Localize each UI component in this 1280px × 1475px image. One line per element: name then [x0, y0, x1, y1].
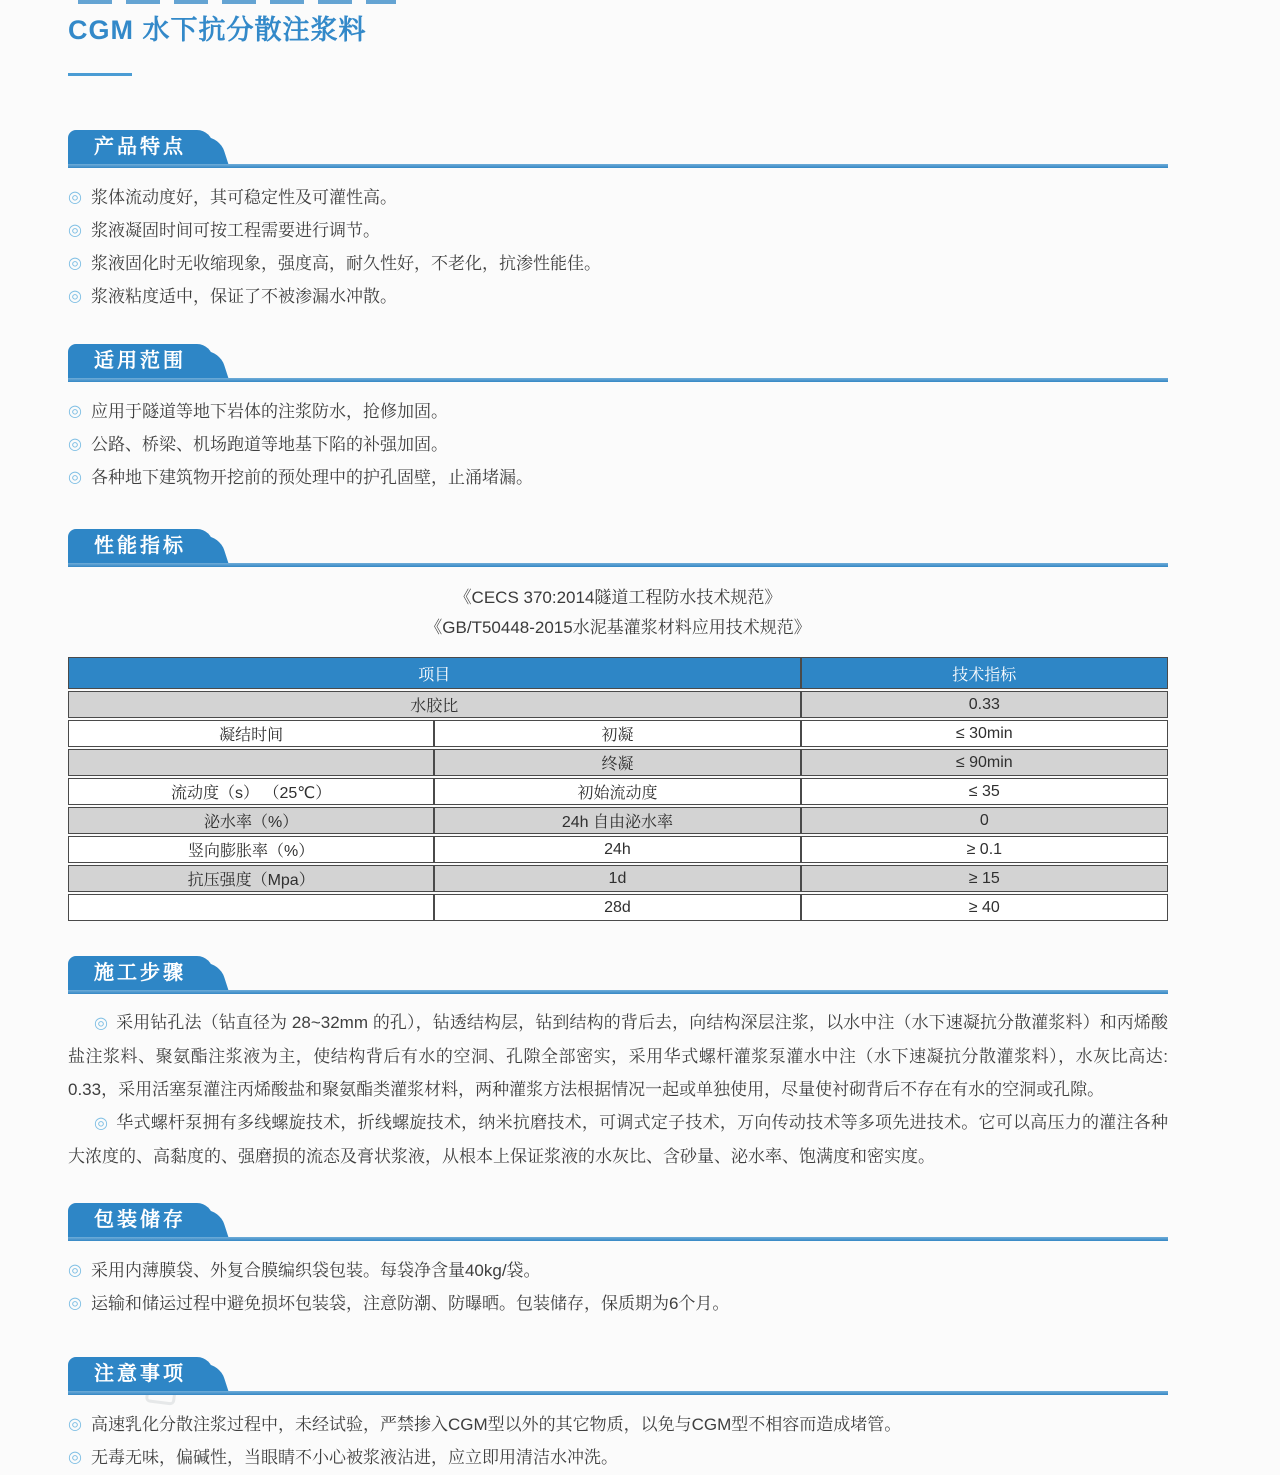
table-cell: 抗压强度（Mpa）: [68, 865, 434, 892]
table-cell: [68, 894, 434, 921]
list-item: [68, 1409, 1168, 1442]
list-item-text: 浆液粘度适中，保证了不被渗漏水冲散。: [90, 287, 397, 306]
table-cell: ≥ 40: [801, 894, 1168, 921]
list-item: [68, 1442, 1168, 1475]
section-features: [68, 130, 1168, 314]
section-construction: [68, 956, 1168, 1173]
title-underline: [68, 73, 132, 76]
document-page: [68, 0, 1168, 1475]
list-item-text: 浆液凝固时间可按工程需要进行调节。: [90, 221, 380, 240]
spec-table: [68, 655, 1168, 923]
ring-bullet-icon: ◎: [68, 1449, 82, 1466]
section-heading: 性能指标: [94, 535, 186, 557]
list-item: [68, 248, 1168, 281]
section-tab-features: [68, 130, 213, 164]
list-item-text: 各种地下建筑物开挖前的预处理中的护孔固壁，止涌堵漏。: [90, 468, 533, 487]
table-row: [68, 749, 1168, 776]
table-cell: 24h 自由泌水率: [434, 807, 800, 834]
table-cell: ≤ 90min: [801, 749, 1168, 776]
section-rule: [68, 1237, 1168, 1241]
list-item-text: 无毒无味，偏碱性，当眼睛不小心被浆液沾进，应立即用清洁水冲洗。: [90, 1448, 618, 1467]
section-notes: [68, 1357, 1168, 1475]
table-cell: 终凝: [434, 749, 800, 776]
section-tab-scope: [68, 344, 213, 378]
table-cell: ≤ 35: [801, 778, 1168, 805]
section-performance: [68, 529, 1168, 923]
table-row: [68, 807, 1168, 834]
list-item: [68, 1255, 1168, 1288]
list-item-text: 公路、桥梁、机场跑道等地基下陷的补强加固。: [90, 435, 448, 454]
section-rule: [68, 164, 1168, 168]
ring-bullet-icon: ◎: [68, 288, 82, 305]
standard-line: 《CECS 370:2014隧道工程防水技术规范》: [454, 588, 782, 607]
section-heading: 包装储存: [94, 1209, 186, 1231]
table-row: [68, 865, 1168, 892]
table-header-row: [68, 657, 1168, 689]
scope-list: [68, 396, 1168, 495]
list-item: [68, 429, 1168, 462]
table-cell: 0.33: [801, 691, 1168, 718]
ring-bullet-icon: ◎: [68, 403, 82, 420]
ring-bullet-icon: ◎: [94, 1015, 109, 1032]
section-tab-performance: [68, 529, 213, 563]
table-row: [68, 894, 1168, 921]
table-cell: [68, 749, 434, 776]
table-row: [68, 836, 1168, 863]
packaging-list: [68, 1255, 1168, 1321]
list-item-text: 运输和储运过程中避免损坏包装袋，注意防潮、防曝晒。包装储存，保质期为6个月。: [90, 1294, 730, 1313]
table-cell: 凝结时间: [68, 720, 434, 747]
section-heading: 产品特点: [94, 136, 186, 158]
paragraph: [68, 1106, 1168, 1173]
construction-paragraphs: [68, 1006, 1168, 1173]
paragraph-text: 采用钻孔法（钻直径为 28~32mm 的孔），钻透结构层，钻到结构的背后去，向结构深层注浆，以水中注（水下速凝抗分散灌浆料）和丙烯酸盐注浆料、聚氨酯注浆液为主，使结构背后有水的空洞、孔隙全部密实，采用华式螺杆灌浆泵灌水中注（水下速凝抗分散灌浆料），水灰比高达: 0.33，采用活塞泵灌注丙烯酸盐和聚氨酯类灌浆材料，两种灌浆方法根据情况一起或单独使用，尽量使衬砌背后不存在有水的空洞或孔隙。: [68, 1013, 1169, 1099]
table-cell: 流动度（s） （25℃）: [68, 778, 434, 805]
table-cell: ≥ 15: [801, 865, 1168, 892]
table-header-cell: 项目: [68, 657, 801, 689]
list-item: [68, 215, 1168, 248]
section-scope: [68, 344, 1168, 495]
ring-bullet-icon: ◎: [68, 1416, 82, 1433]
ring-bullet-icon: ◎: [68, 1295, 82, 1312]
ring-bullet-icon: ◎: [68, 469, 82, 486]
list-item-text: 高速乳化分散注浆过程中，未经试验，严禁掺入CGM型以外的其它物质，以免与CGM型不相容而造成堵管。: [90, 1415, 902, 1434]
ring-bullet-icon: ◎: [68, 255, 82, 272]
table-cell: ≥ 0.1: [801, 836, 1168, 863]
list-item: [68, 182, 1168, 215]
ring-bullet-icon: ◎: [68, 222, 82, 239]
section-packaging: [68, 1203, 1168, 1321]
section-tab-construction: [68, 956, 213, 990]
table-cell: 0: [801, 807, 1168, 834]
ring-bullet-icon: ◎: [94, 1115, 109, 1132]
ring-bullet-icon: ◎: [68, 436, 82, 453]
paragraph: [68, 1006, 1168, 1106]
list-item-text: 应用于隧道等地下岩体的注浆防水，抢修加固。: [90, 402, 448, 421]
section-rule: [68, 563, 1168, 567]
list-item-text: 浆液固化时无收缩现象，强度高，耐久性好，不老化，抗渗性能佳。: [90, 254, 601, 273]
paragraph-text: 华式螺杆泵拥有多线螺旋技术，折线螺旋技术，纳米抗磨技术，可调式定子技术，万向传动技术等多项先进技术。它可以高压力的灌注各种大浓度的、高黏度的、强磨损的流态及膏状浆液，从根本上保证浆液的水灰比、含砂量、泌水率、饱满度和密实度。: [68, 1113, 1169, 1166]
table-cell: 28d: [434, 894, 800, 921]
table-cell: 初始流动度: [434, 778, 800, 805]
section-rule: [68, 1391, 1168, 1395]
ring-bullet-icon: ◎: [68, 1262, 82, 1279]
section-tab-packaging: [68, 1203, 213, 1237]
table-header-cell: 技术指标: [801, 657, 1168, 689]
table-cell: 1d: [434, 865, 800, 892]
list-item: [68, 462, 1168, 495]
list-item-text: 采用内薄膜袋、外复合膜编织袋包装。每袋净含量40kg/袋。: [90, 1261, 541, 1280]
features-list: [68, 182, 1168, 314]
section-heading: 施工步骤: [94, 962, 186, 984]
section-rule: [68, 990, 1168, 994]
ring-bullet-icon: ◎: [68, 189, 82, 206]
section-heading: 注意事项: [94, 1363, 186, 1385]
page-title: CGM 水下抗分散注浆料: [68, 15, 367, 45]
standard-line: 《GB/T50448-2015水泥基灌浆材料应用技术规范》: [425, 618, 811, 637]
section-tab-notes: [68, 1357, 213, 1391]
table-cell: 初凝: [434, 720, 800, 747]
list-item-text: 浆体流动度好，其可稳定性及可灌性高。: [90, 188, 397, 207]
table-cell: ≤ 30min: [801, 720, 1168, 747]
table-cell: 水胶比: [68, 691, 801, 718]
table-row: [68, 691, 1168, 718]
notes-list: [68, 1409, 1168, 1475]
table-row: [68, 720, 1168, 747]
list-item: [68, 396, 1168, 429]
list-item: [68, 1288, 1168, 1321]
table-cell: 竖向膨胀率（%）: [68, 836, 434, 863]
list-item: [68, 281, 1168, 314]
table-cell: 24h: [434, 836, 800, 863]
table-cell: 泌水率（%）: [68, 807, 434, 834]
standards-block: [68, 583, 1168, 643]
table-row: [68, 778, 1168, 805]
section-rule: [68, 378, 1168, 382]
section-heading: 适用范围: [94, 350, 186, 372]
